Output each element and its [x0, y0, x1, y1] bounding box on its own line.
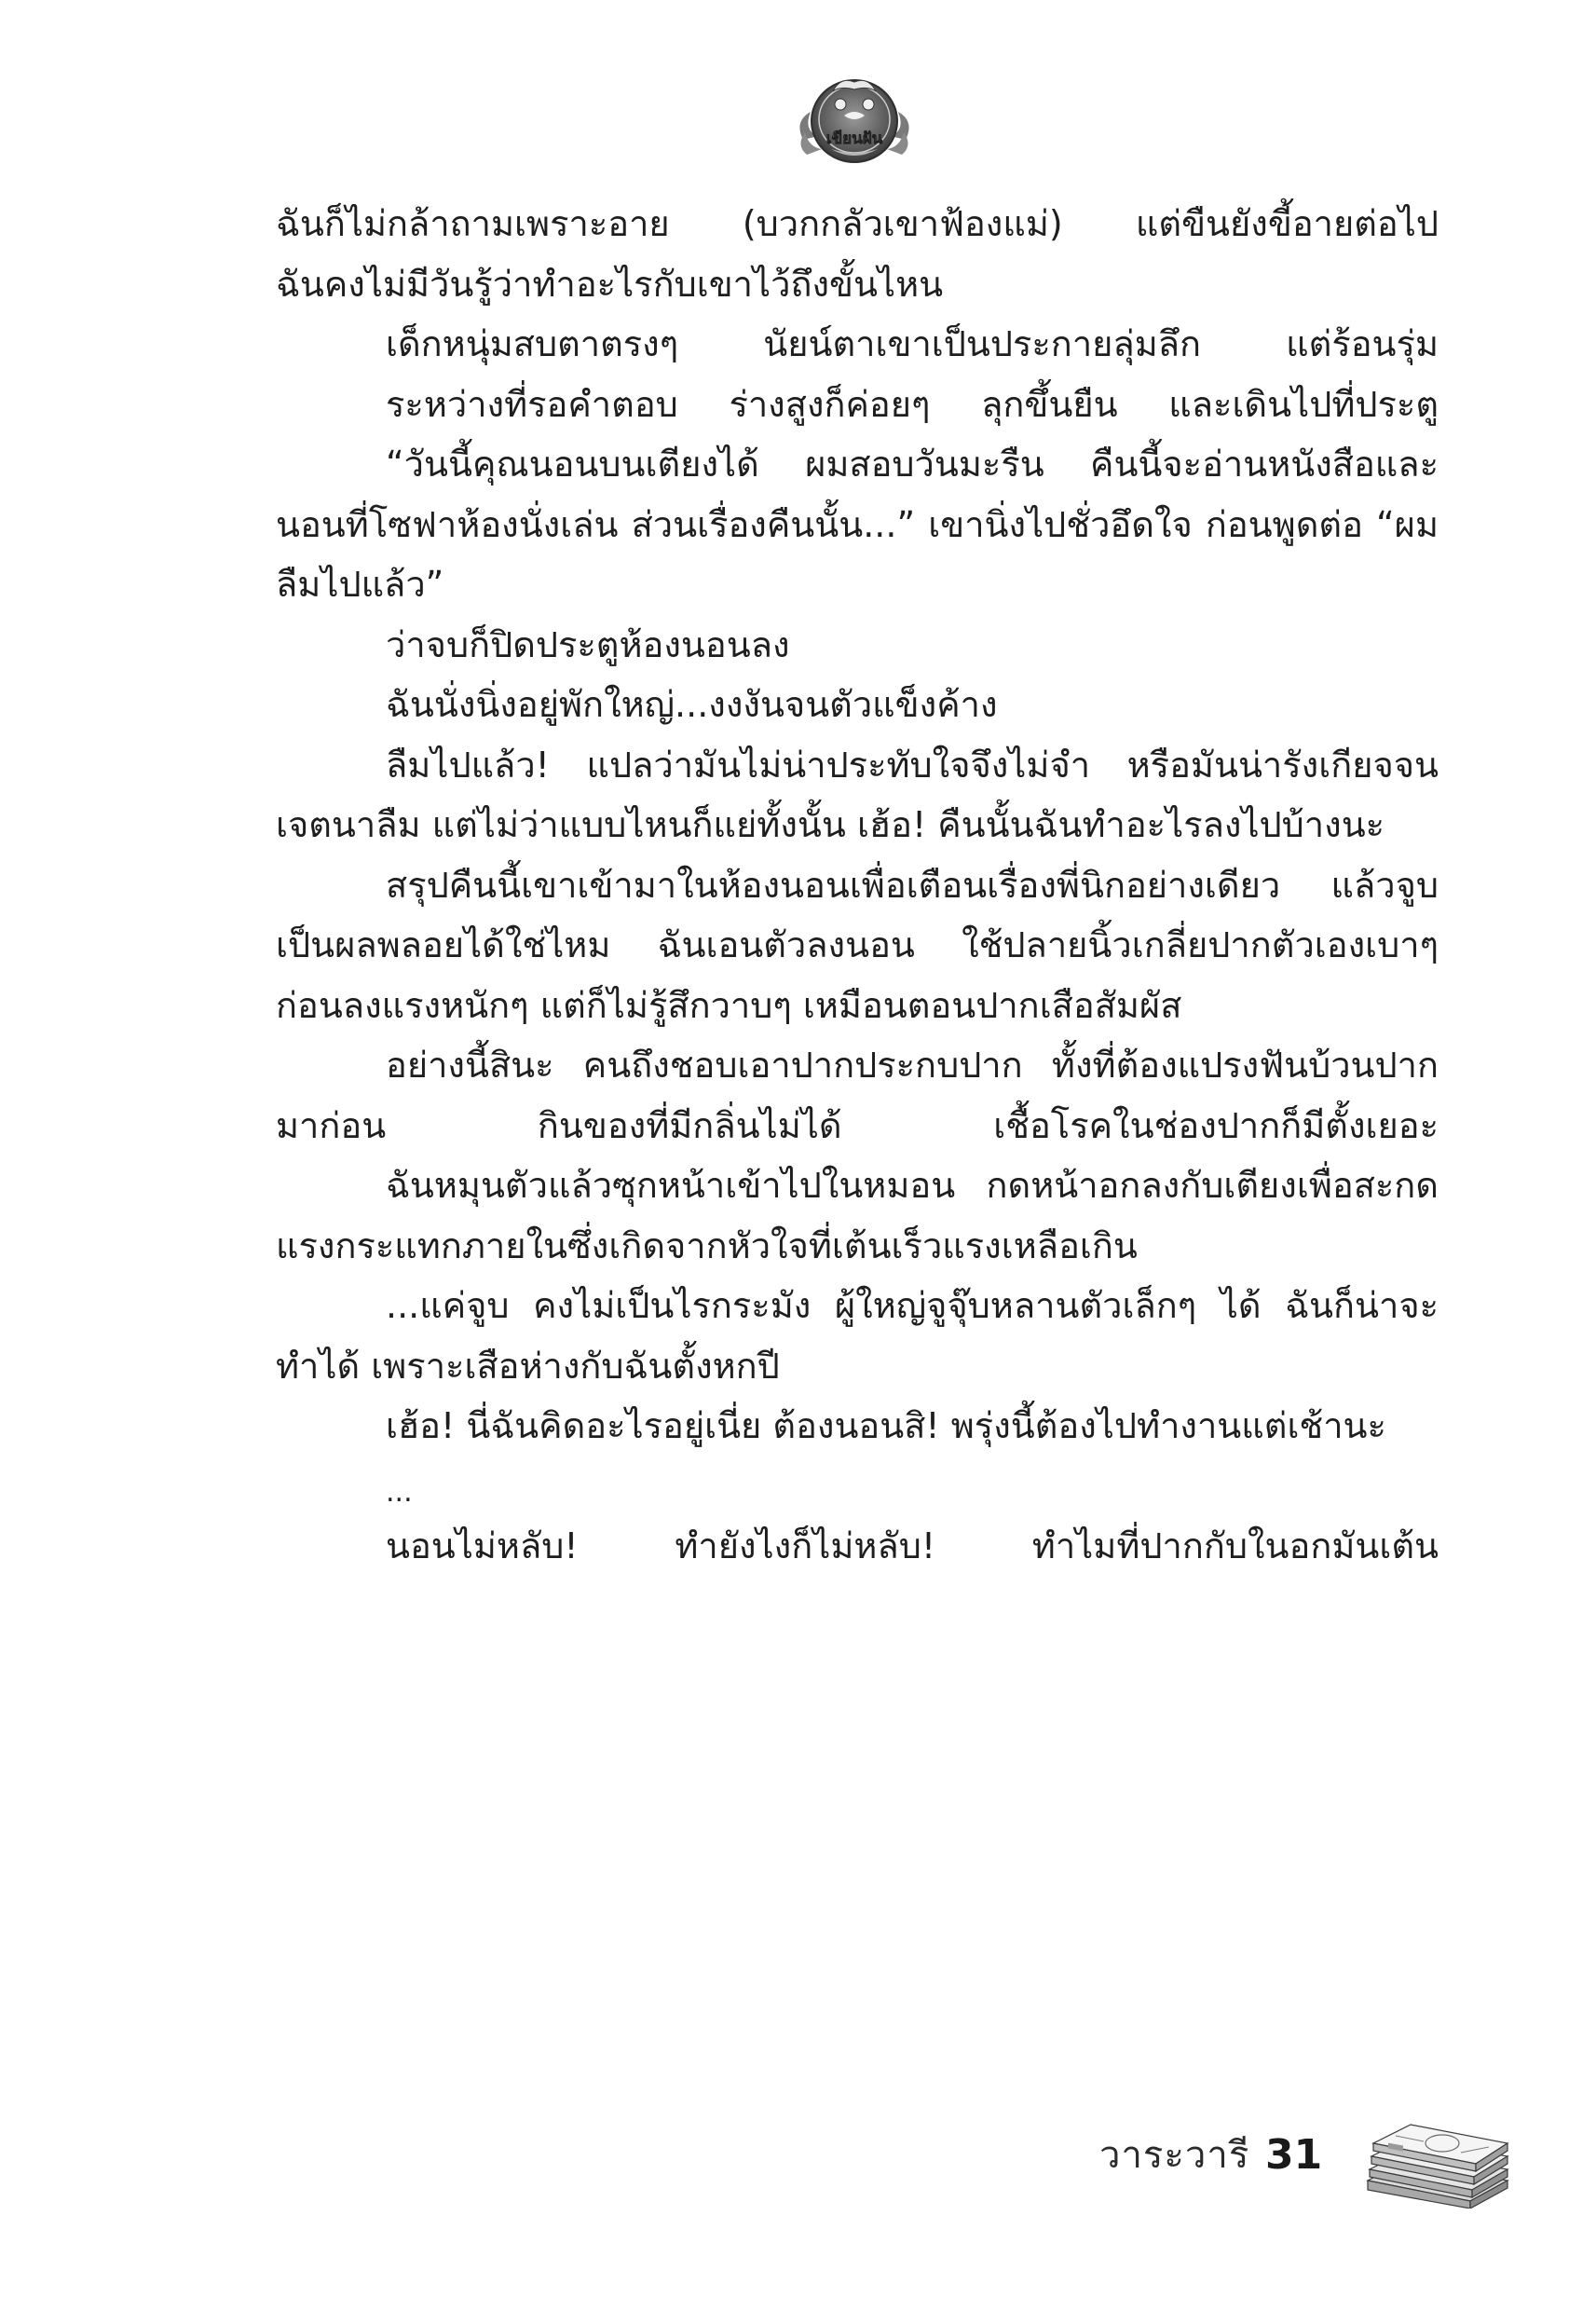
ornamental-crest-icon	[794, 65, 915, 177]
svg-text:เขียนฝัน: เขียนฝัน	[825, 130, 883, 148]
body-paragraph: ระหว่างที่รอคำตอบ ร่างสูงก็ค่อยๆ ลุกขึ้นยืน และเดินไปที่ประตู	[386, 383, 1439, 425]
body-paragraph: นอนไม่หลับ! ทำยังไงก็ไม่หลับ! ทำไมที่ปากกับในอกมันเต้น	[386, 1525, 1439, 1566]
body-paragraph: อย่างนี้สินะ คนถึงชอบเอาปากประกบปาก ทั้งที่ต้องแปรงฟันบ้วนปากมาก่อน กินของที่มีกลิ่นไม่ได้ เชื้อโรคในช่องปากก็มีตั้งเยอะ	[276, 1045, 1439, 1146]
body-paragraph: ...แค่จูบ คงไม่เป็นไรกระมัง ผู้ใหญ่จูจุ๊บหลานตัวเล็กๆ ได้ ฉันก็น่าจะทำได้ เพราะเสือห่างกับฉันตั้งหกปี	[276, 1285, 1439, 1387]
chapter-body	[276, 194, 1439, 1577]
body-paragraph: สรุปคืนนี้เขาเข้ามาในห้องนอนเพื่อเตือนเรื่องพี่นิกอย่างเดียว แล้วจูบเป็นผลพลอยได้ใช่ไหม ฉันเอนตัวลงนอน ใช้ปลายนิ้วเกลี่ยปากตัวเองเบาๆ ก่อนลงแรงหนักๆ แต่ก็ไม่รู้สึกวาบๆ เหมือนตอนปากเสือสัมผัส	[276, 864, 1439, 1026]
page-number: 31	[1265, 2131, 1323, 2179]
body-paragraph: ว่าจบก็ปิดประตูห้องนอนลง	[386, 623, 790, 665]
body-paragraph: “วันนี้คุณนอนบนเตียงได้ ผมสอบวันมะรืน คืนนี้จะอ่านหนังสือและนอนที่โซฟาห้องนั่งเล่น ส่วนเรื่องคืนนั้น...” เขานิ่งไปชั่วอึดใจ ก่อนพูดต่อ “ผมลืมไปแล้ว”	[276, 444, 1439, 605]
banknote-stack-icon	[1358, 2115, 1512, 2208]
body-paragraph: เฮ้อ! นี่ฉันคิดอะไรอยู่เนี่ย ต้องนอนสิ! พรุ่งนี้ต้องไปทำงานแต่เช้านะ	[386, 1405, 1386, 1446]
body-paragraph: ฉันคงไม่มีวันรู้ว่าทำอะไรกับเขาไว้ถึงขั้นไหน	[276, 263, 944, 305]
body-paragraph: ฉันหมุนตัวแล้วซุกหน้าเข้าไปในหมอน กดหน้าอกลงกับเตียงเพื่อสะกดแรงกระแทกภายในซึ่งเกิดจากหัวใจที่เต้นเร็วแรงเหลือเกิน	[276, 1165, 1439, 1266]
scene-break: ...	[386, 1475, 413, 1509]
body-paragraph: ลืมไปแล้ว! แปลว่ามันไม่น่าประทับใจจึงไม่จำ หรือมันน่ารังเกียจจนเจตนาลืม แต่ไม่ว่าแบบไหนก็แย่ทั้งนั้น เฮ้อ! คืนนั้นฉันทำอะไรลงไปบ้างนะ	[276, 744, 1439, 845]
book-title: วาระวารี	[1099, 2134, 1250, 2177]
body-paragraph: ฉันก็ไม่กล้าถามเพราะอาย (บวกกลัวเขาฟ้องแม่) แต่ขืนยังขี้อายต่อไป	[276, 203, 1439, 244]
body-paragraph: ฉันนั่งนิ่งอยู่พักใหญ่...งงงันจนตัวแข็งค้าง	[386, 684, 998, 725]
page-footer	[1099, 2113, 1565, 2197]
body-paragraph: เด็กหนุ่มสบตาตรงๆ นัยน์ตาเขาเป็นประกายลุ่มลึก แต่ร้อนรุ่ม	[386, 323, 1439, 364]
